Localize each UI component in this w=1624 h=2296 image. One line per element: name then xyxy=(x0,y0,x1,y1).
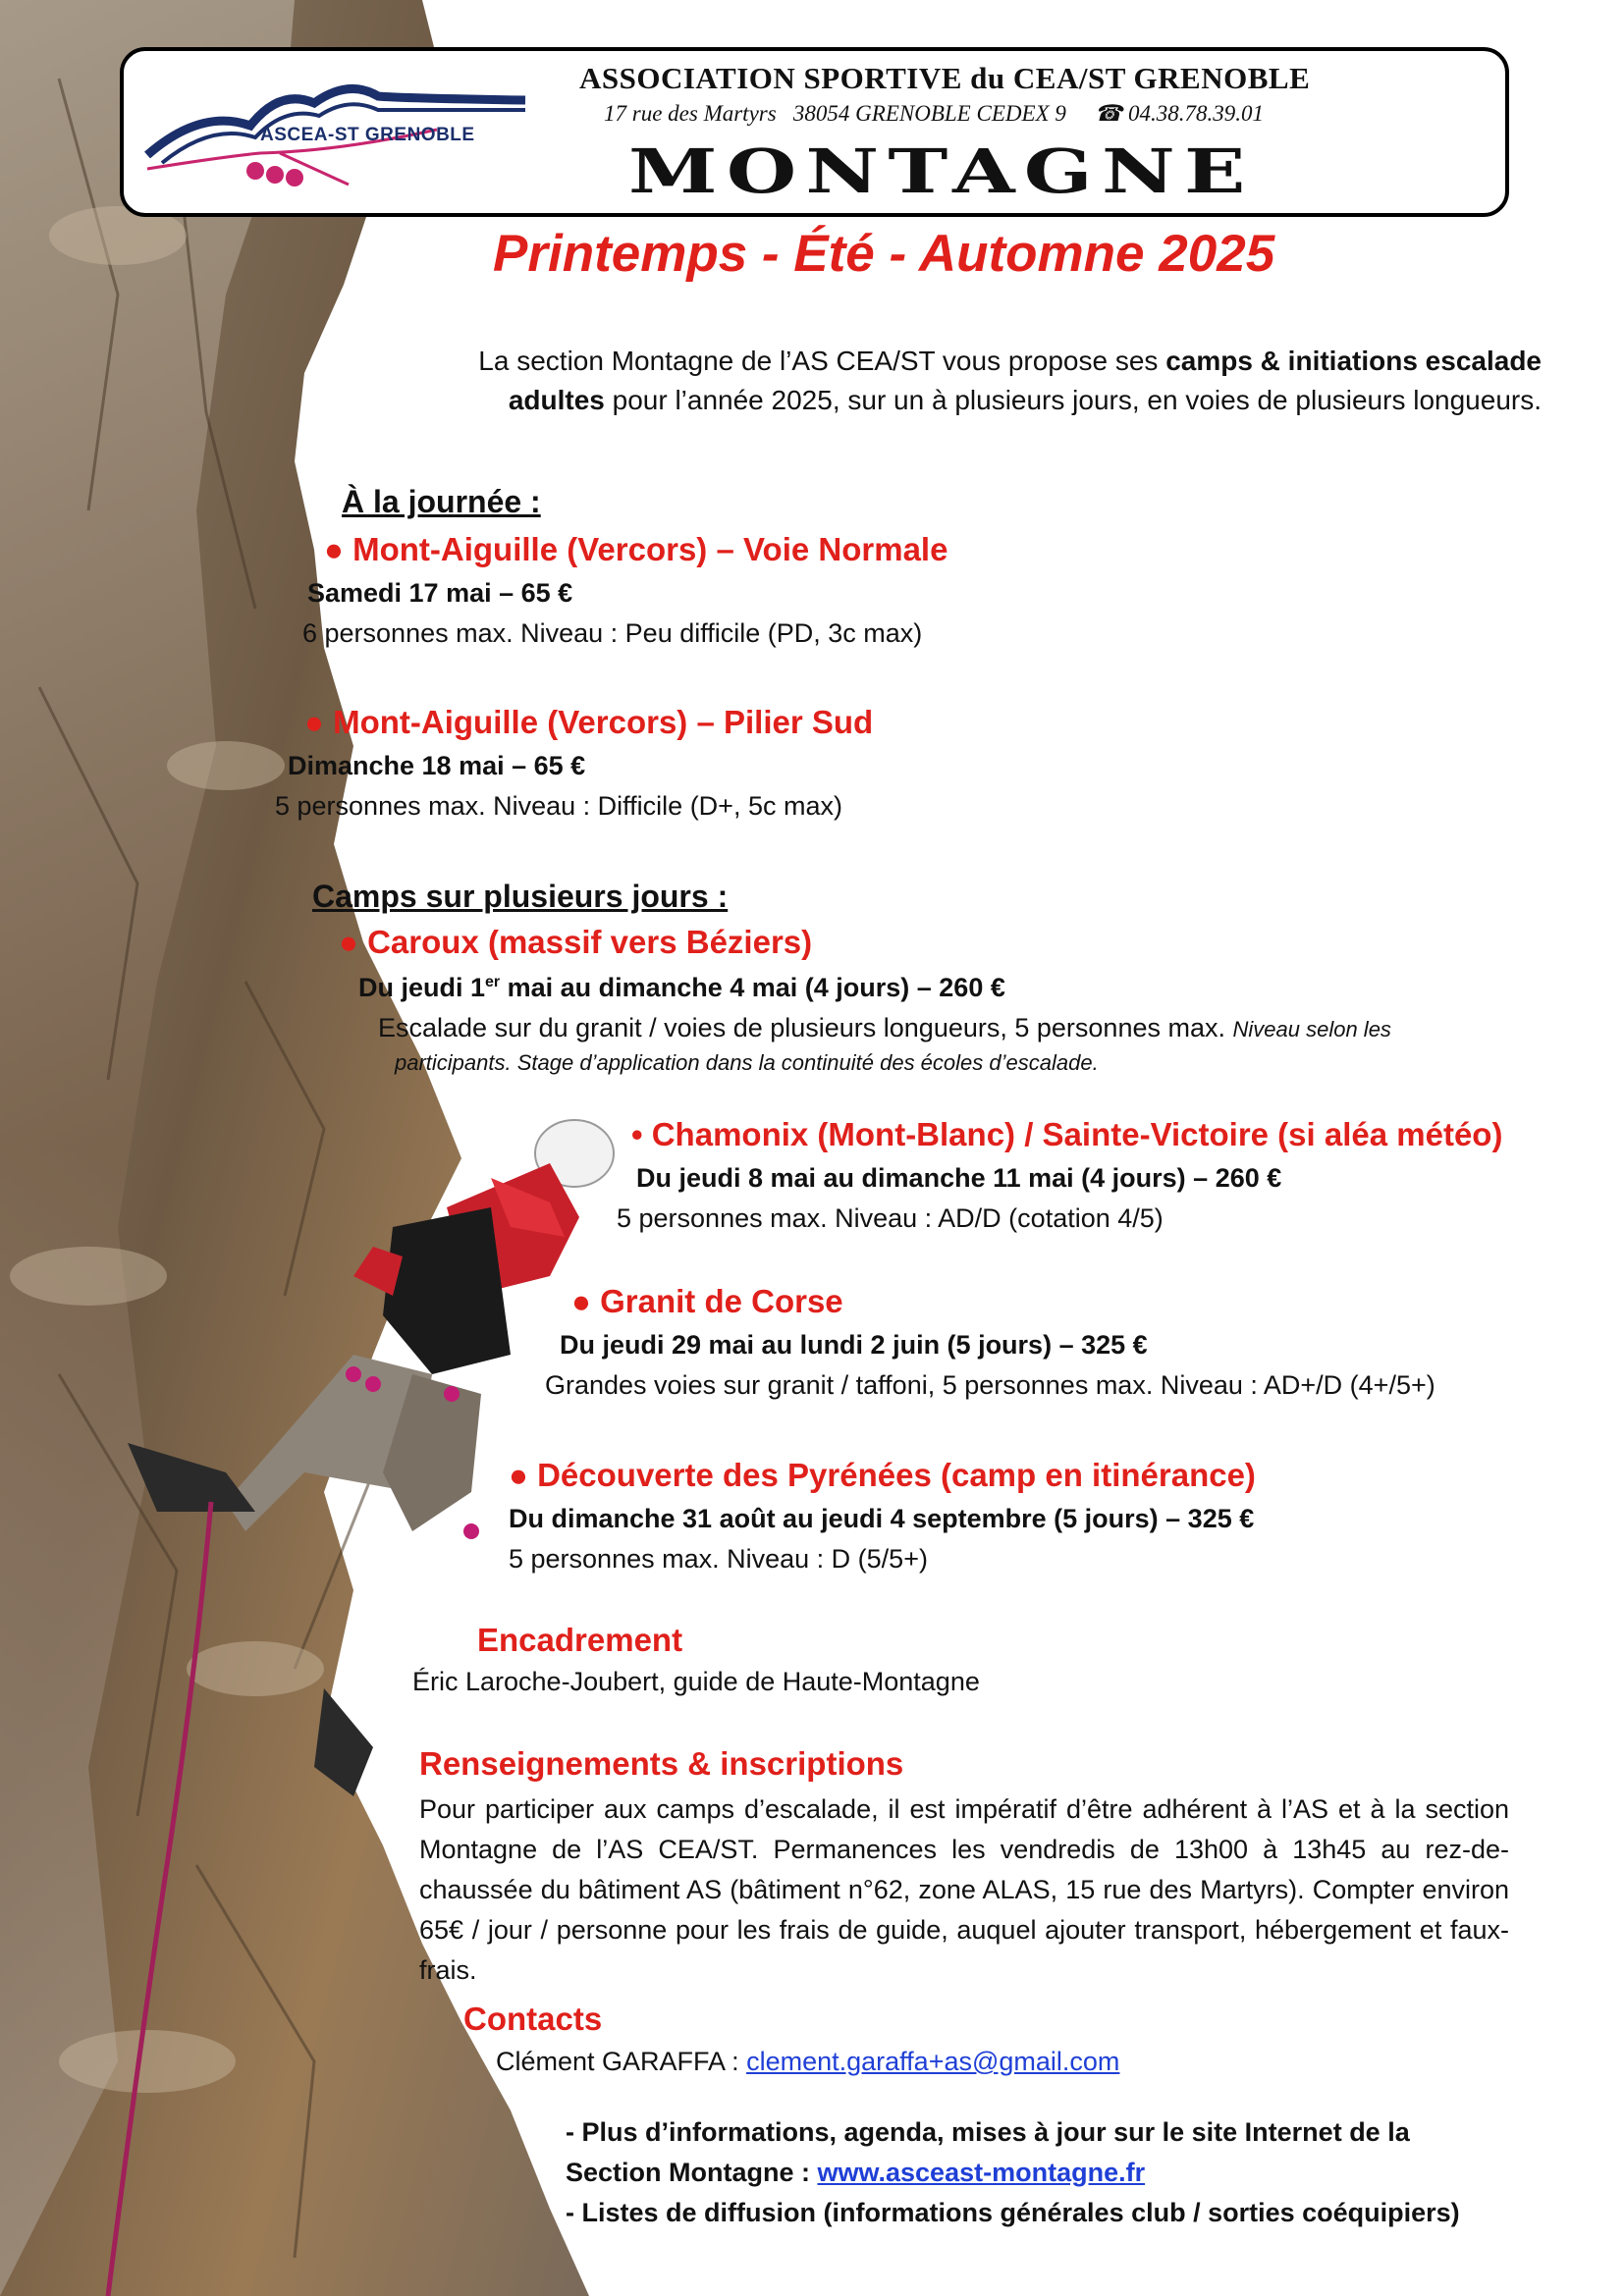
association-name: ASSOCIATION SPORTIVE du CEA/ST GRENOBLE xyxy=(579,61,1311,95)
contact-line xyxy=(496,2047,1119,2077)
footer-website-link[interactable]: www.asceast-montagne.fr xyxy=(817,2158,1146,2187)
event-date-end: mai au dimanche 4 mai (4 jours) – 260 € xyxy=(500,973,1005,1002)
event-info-text: Escalade sur du granit / voies de plusieurs longueurs, 5 personnes max. xyxy=(378,1013,1233,1042)
event-date-start: Du jeudi 1 xyxy=(358,973,486,1002)
event-title: • Chamonix (Mont-Blanc) / Sainte-Victoire (si aléa météo) xyxy=(631,1116,1503,1152)
day-section-heading: À la journée : xyxy=(342,484,541,519)
logo-text: ASCEA-ST GRENOBLE xyxy=(260,125,475,145)
footer-line-3: - Listes de diffusion (informations générales club / sorties coéquipiers) xyxy=(566,2198,1460,2227)
event-date: Dimanche 18 mai – 65 € xyxy=(288,751,586,780)
event-title: ● Mont-Aiguille (Vercors) – Pilier Sud xyxy=(304,704,874,740)
event-info: 5 personnes max. Niveau : AD/D (cotation 4/5) xyxy=(617,1203,1164,1233)
event-date: Samedi 17 mai – 65 € xyxy=(307,578,573,608)
event-info: 6 personnes max. Niveau : Peu difficile (PD, 3c max) xyxy=(302,618,923,648)
season-title: Printemps - Été - Automne 2025 xyxy=(493,225,1275,283)
contacts-heading: Contacts xyxy=(463,2001,603,2037)
event-title: ● Découverte des Pyrénées (camp en itinérance) xyxy=(509,1457,1256,1493)
contact-email-link[interactable]: clement.garaffa+as@gmail.com xyxy=(746,2047,1120,2076)
event-info xyxy=(378,1013,1391,1043)
event-title: ● Mont-Aiguille (Vercors) – Voie Normale xyxy=(324,531,948,567)
event-info-italic: Niveau selon les xyxy=(1232,1017,1391,1041)
event-info: 5 personnes max. Niveau : Difficile (D+, 5c max) xyxy=(275,791,842,821)
association-address: 17 rue des Martyrs 38054 GRENOBLE CEDEX 9 ☎ 04.38.78.39.01 xyxy=(604,101,1264,126)
renseignements-text: Pour participer aux camps d’escalade, il est impératif d’être adhérent à l’AS et à la section Montagne de l’AS CEA/ST. Permanences les vendredis de 13h00 à 13h45 au rez-de-chaussée du bâtiment AS (bâtiment n°62, zone ALAS, 15 rue des Martyrs). Compter environ 65€ / jour / personne pour les frais de guide, auquel ajouter transport, hébergement et faux-frais. xyxy=(419,1794,1509,1985)
intro-text-bold: camps & initiations escalade adultes xyxy=(508,346,1542,415)
encadrement-text: Éric Laroche-Joubert, guide de Haute-Montagne xyxy=(412,1667,980,1696)
section-title: MONTAGNE xyxy=(628,135,1255,207)
event-title: ● Granit de Corse xyxy=(571,1283,843,1319)
event-date: Du dimanche 31 août au jeudi 4 septembre (5 jours) – 325 € xyxy=(509,1504,1255,1533)
footer-line-2 xyxy=(566,2158,1145,2188)
event-title: ● Caroux (massif vers Béziers) xyxy=(339,924,813,960)
intro-text-1: La section Montagne de l’AS CEA/ST vous propose ses xyxy=(478,346,1166,376)
contact-name: Clément GARAFFA : xyxy=(496,2047,747,2076)
event-note: participants. Stage d’application dans la continuité des écoles d’escalade. xyxy=(395,1050,1099,1075)
event-info: 5 personnes max. Niveau : D (5/5+) xyxy=(509,1544,928,1574)
encadrement-heading: Encadrement xyxy=(477,1622,683,1658)
camps-section-heading: Camps sur plusieurs jours : xyxy=(312,879,729,914)
intro-paragraph xyxy=(393,342,1542,420)
intro-text-2: pour l’année 2025, sur un à plusieurs jours, en voies de plusieurs longueurs. xyxy=(604,385,1542,415)
footer-line-1: - Plus d’informations, agenda, mises à jour sur le site Internet de la xyxy=(566,2117,1410,2147)
event-date-sup: er xyxy=(485,974,501,990)
event-date xyxy=(358,973,1005,1003)
event-info: Grandes voies sur granit / taffoni, 5 personnes max. Niveau : AD+/D (4+/5+) xyxy=(545,1370,1435,1400)
renseignements-heading: Renseignements & inscriptions xyxy=(419,1745,904,1782)
footer-website-label: Section Montagne : xyxy=(566,2158,818,2187)
event-date: Du jeudi 8 mai au dimanche 11 mai (4 jours) – 260 € xyxy=(636,1163,1282,1193)
event-date: Du jeudi 29 mai au lundi 2 juin (5 jours) – 325 € xyxy=(560,1330,1148,1360)
